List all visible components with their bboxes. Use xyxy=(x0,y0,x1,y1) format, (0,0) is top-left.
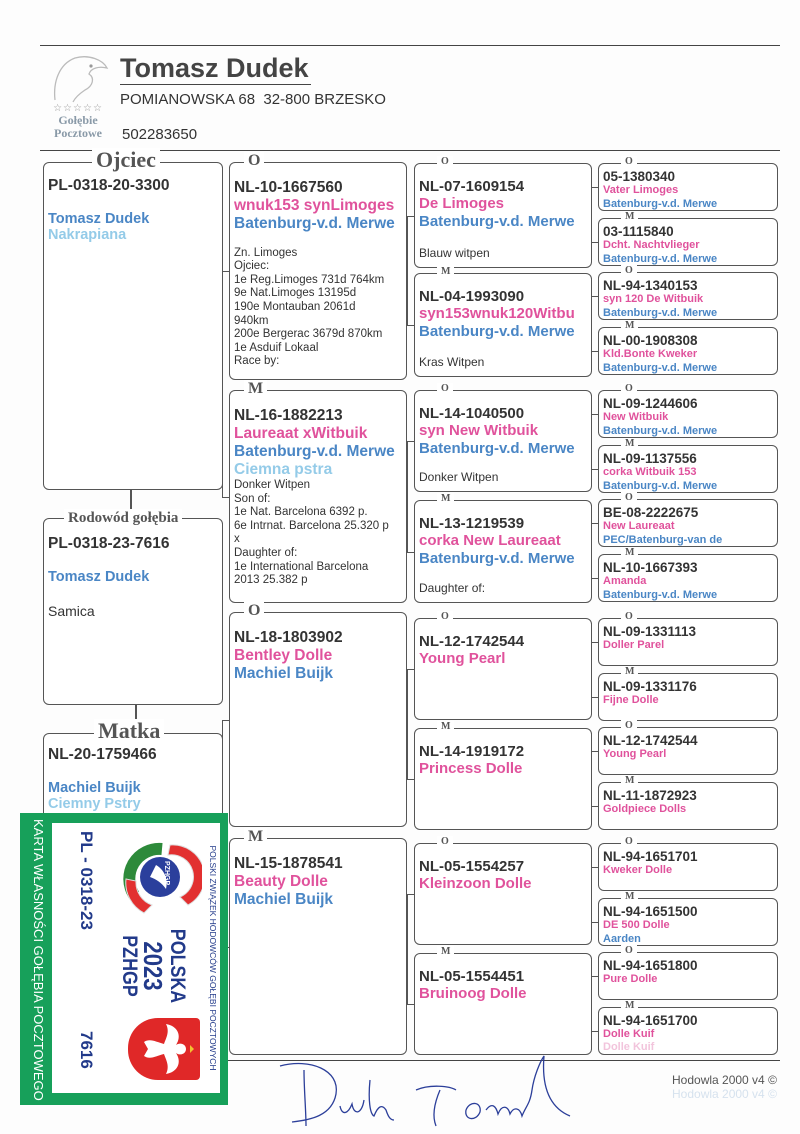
gen4-box[interactable] xyxy=(598,156,778,211)
color-note: Daughter of: xyxy=(419,581,486,596)
pigeon-name: Goldpiece Dolls xyxy=(603,802,687,815)
ring-number: NL-11-1872923 xyxy=(603,787,697,803)
pigeon-name: Kleinzoon Dolle xyxy=(419,875,532,892)
color-note: Donker Witpen xyxy=(419,470,499,485)
pigeon-name-ghost: Dolle Kuif xyxy=(603,1040,655,1053)
pzhgp-emblem xyxy=(122,835,202,919)
connector xyxy=(407,441,414,442)
gen3-box[interactable] xyxy=(414,836,592,945)
owner-name: Batenburg-v.d. Merwe xyxy=(419,440,575,457)
connector xyxy=(591,414,592,469)
dam-title: Matka xyxy=(94,719,164,743)
pigeon-name: Doller Parel xyxy=(603,639,665,651)
connector xyxy=(591,867,592,922)
ring-number: NL-09-1244606 xyxy=(603,396,698,411)
ring-number: NL-10-1667560 xyxy=(234,179,343,196)
connector xyxy=(407,552,414,553)
gen3-box[interactable] xyxy=(414,156,592,268)
gen4-box[interactable] xyxy=(598,210,778,266)
gen3-box[interactable] xyxy=(414,493,592,603)
sire-owner: Tomasz Dudek xyxy=(48,211,150,227)
gen3-box[interactable] xyxy=(414,946,592,1055)
connector xyxy=(591,697,598,698)
pigeon-name: corka Witbuik 153 xyxy=(603,465,697,478)
pigeon-name: syn153wnuk120Witbu xyxy=(419,305,575,322)
pigeon-name: Young Pearl xyxy=(419,650,506,667)
ring-number: NL-14-1040500 xyxy=(419,405,525,422)
connector xyxy=(591,296,598,297)
owner-name: Batenburg-v.d. Merwe xyxy=(234,215,395,232)
gen3-box[interactable] xyxy=(414,721,592,830)
note-line: Daughter of: xyxy=(234,546,298,559)
ring-number: NL-05-1554451 xyxy=(419,968,525,985)
gen4-box[interactable] xyxy=(598,720,778,775)
sex-label: O xyxy=(621,720,637,732)
owner-name: Batenburg-v.d. Merwe xyxy=(603,307,718,319)
ring-number: 03-1115840 xyxy=(603,223,674,239)
card-org: PZHGP xyxy=(118,935,141,997)
note-line: 200e Bergerac 3679d 870km xyxy=(234,328,383,341)
connector xyxy=(407,1004,414,1005)
pigeon-name: Princess Dolle xyxy=(419,760,523,777)
polish-eagle-emblem xyxy=(128,1018,200,1080)
sex-label: O xyxy=(437,156,453,168)
sex-label: O xyxy=(244,602,264,620)
note-line: 1e Reg.Limoges 731d 764km xyxy=(234,273,385,286)
card-ring-number: 7616 xyxy=(77,1031,96,1069)
gen2-box[interactable] xyxy=(229,828,407,1055)
pzhgp-emblem-icon xyxy=(122,835,202,919)
ring-number: NL-10-1667393 xyxy=(603,559,698,575)
pigeon-name: De Limoges xyxy=(419,195,505,212)
gen4-box[interactable] xyxy=(598,890,778,946)
connector xyxy=(407,216,414,217)
gen3-box[interactable] xyxy=(414,611,592,720)
pigeon-name: Pure Dolle xyxy=(603,973,658,985)
owner-name: Machiel Buijk xyxy=(234,665,334,682)
subject-owner: Tomasz Dudek xyxy=(48,569,150,585)
pigeon-name: Vater Limoges xyxy=(603,184,679,196)
ring-number: NL-04-1993090 xyxy=(419,288,525,305)
connector xyxy=(591,806,598,807)
ring-number: NL-13-1219539 xyxy=(419,515,525,532)
owner-name: Batenburg-v.d. Merwe xyxy=(603,198,718,210)
sex-label: O xyxy=(621,383,637,395)
note-line: 940km xyxy=(234,314,269,327)
pigeon-name: DE 500 Dolle xyxy=(603,918,670,931)
sex-label: M xyxy=(437,721,454,733)
ring-number: NL-94-1651701 xyxy=(603,849,698,864)
subject-title: Rodowód gołębia xyxy=(64,509,182,527)
sex-label: M xyxy=(437,266,454,278)
sex-label: M xyxy=(621,211,638,223)
ring-number: NL-09-1331176 xyxy=(603,678,697,694)
owner-name: Aarden xyxy=(603,932,641,945)
sex-label: O xyxy=(437,836,453,848)
connector xyxy=(591,523,598,524)
pigeon-name: corka New Laureaat xyxy=(419,532,561,549)
signature xyxy=(270,1050,590,1134)
logo xyxy=(42,52,114,144)
ring-number: 05-1380340 xyxy=(603,169,676,184)
sex-label: O xyxy=(621,611,637,623)
ring-number: NL-12-1742544 xyxy=(419,633,525,650)
pigeon-name: Bentley Dolle xyxy=(234,647,333,664)
connector xyxy=(407,894,414,895)
pigeon-name: Kweker Dolle xyxy=(603,864,673,876)
software-credit: Hodowla 2000 v4 © xyxy=(672,1073,777,1087)
dam-owner: Machiel Buijk xyxy=(48,780,141,796)
gen4-box[interactable] xyxy=(598,319,778,375)
gen4-box[interactable] xyxy=(598,437,778,493)
gen4-box[interactable] xyxy=(598,836,778,891)
logo-line2: Pocztowe xyxy=(54,126,102,140)
owner-name: Batenburg-v.d. Merwe xyxy=(603,361,718,374)
ring-number: NL-00-1908308 xyxy=(603,332,698,348)
sex-label: M xyxy=(621,891,638,903)
gen2-box[interactable] xyxy=(229,380,407,603)
note-line: Zn. Limoges xyxy=(234,246,298,259)
connector xyxy=(591,351,598,352)
note-line xyxy=(234,233,402,247)
ring-number: NL-07-1609154 xyxy=(419,178,525,195)
owner-name: Batenburg-v.d. Merwe xyxy=(603,479,718,492)
sex-label: M xyxy=(437,493,454,505)
ring-number: NL-12-1742544 xyxy=(603,733,698,748)
subject-ring: PL-0318-23-7616 xyxy=(48,535,170,552)
gen4-box[interactable] xyxy=(598,774,778,830)
sex-label: O xyxy=(621,156,637,168)
connector xyxy=(591,578,598,579)
logo-stars: ☆☆☆☆☆ xyxy=(53,103,103,114)
pigeon-name: Laureaat xWitbuik xyxy=(234,425,368,442)
owner-name: Batenburg-v.d. Merwe xyxy=(603,425,718,437)
ownership-card xyxy=(20,813,228,1105)
connector xyxy=(222,497,229,498)
sire-color: Nakrapiana xyxy=(48,227,127,243)
ring-number: NL-09-1331113 xyxy=(603,624,697,639)
note-line: 6e Intrnat. Barcelona 25.320 p xyxy=(234,519,389,532)
top-rule xyxy=(40,45,780,46)
sire-box[interactable] xyxy=(43,147,223,490)
connector xyxy=(407,894,408,1004)
gen4-box[interactable] xyxy=(598,383,778,438)
sex-label: M xyxy=(621,775,638,787)
connector xyxy=(407,669,408,779)
connector xyxy=(591,642,598,643)
pigeon-name: Fijne Dolle xyxy=(603,693,659,706)
note-line: 9e Nat.Limoges 13195d xyxy=(234,287,357,300)
sex-label: M xyxy=(621,666,638,678)
ring-number: NL-09-1137556 xyxy=(603,450,697,466)
subject-sex: Samica xyxy=(48,603,95,619)
sire-ring: PL-0318-20-3300 xyxy=(48,177,170,194)
pigeon-name: Dolle Kuif xyxy=(603,1027,655,1040)
ring-number: NL-14-1919172 xyxy=(419,743,525,760)
gen4-box[interactable] xyxy=(598,546,778,602)
note-line: Ojciec: xyxy=(234,260,270,273)
connector xyxy=(222,271,223,497)
sex-label: O xyxy=(621,492,637,504)
owner-name: Batenburg-v.d. Merwe xyxy=(419,323,575,340)
connector xyxy=(591,242,598,243)
pigeon-name: Amanda xyxy=(603,574,647,587)
sex-label: O xyxy=(621,265,637,277)
note-line: Son of: xyxy=(234,492,271,505)
gen4-box[interactable] xyxy=(598,492,778,547)
connector xyxy=(591,187,598,188)
breeder-phone: 502283650 xyxy=(122,126,198,143)
connector xyxy=(591,976,598,977)
pigeon-name: New Witbuik xyxy=(603,411,669,423)
connector xyxy=(591,414,598,415)
note-line: Race by: xyxy=(234,355,280,368)
owner-name: Batenburg-v.d. Merwe xyxy=(419,213,575,230)
pigeon-name: syn 120 De Witbuik xyxy=(603,293,704,305)
connector xyxy=(407,779,414,780)
gen4-box[interactable] xyxy=(598,945,778,1000)
breeder-address: POMIANOWSKA 68 32-800 BRZESKO xyxy=(120,91,386,108)
sex-label: M xyxy=(244,828,267,846)
dam-color: Ciemny Pstry xyxy=(48,796,141,812)
connector xyxy=(222,271,229,272)
connector xyxy=(591,469,598,470)
connector xyxy=(407,216,408,326)
card-country: POLSKA xyxy=(166,928,189,1004)
dam-ring: NL-20-1759466 xyxy=(48,746,157,763)
sire-title: Ojciec xyxy=(92,148,160,172)
connector xyxy=(591,751,598,752)
gen4-box[interactable] xyxy=(598,265,778,320)
sex-label: O xyxy=(621,945,637,957)
sex-label: O xyxy=(621,836,637,848)
connector xyxy=(591,751,592,806)
ring-number: NL-94-1651800 xyxy=(603,958,698,973)
ring-number: BE-08-2222675 xyxy=(603,505,699,520)
gen3-box[interactable] xyxy=(414,383,592,492)
sex-label: M xyxy=(621,547,638,559)
gen4-box[interactable] xyxy=(598,665,778,721)
note-line: 1e Asduif Lokaal xyxy=(234,341,319,354)
sex-label: O xyxy=(437,611,453,623)
gen3-box[interactable] xyxy=(414,266,592,377)
connector xyxy=(591,922,598,923)
logo-line1: Gołębie xyxy=(58,113,98,127)
note-line: 2013 25.382 p xyxy=(234,574,308,587)
gen4-box[interactable] xyxy=(598,999,778,1055)
sex-label: M xyxy=(621,320,638,332)
pigeon-head-icon xyxy=(45,52,111,104)
sex-label: M xyxy=(621,438,638,450)
note-line: 1e Nat. Barcelona 6392 p. xyxy=(234,506,368,519)
ring-number: NL-94-1651700 xyxy=(603,1012,698,1028)
pigeon-name: Bruinoog Dolle xyxy=(419,985,527,1002)
connector xyxy=(407,669,414,670)
owner-name: Machiel Buijk xyxy=(234,891,334,908)
pigeon-name: Kld.Bonte Kweker xyxy=(603,347,698,360)
note-line: 190e Montauban 2061d xyxy=(234,300,356,313)
gen2-box[interactable] xyxy=(229,602,407,827)
connector xyxy=(407,441,408,552)
connector xyxy=(591,976,592,1031)
note-line: Donker Witpen xyxy=(234,479,311,491)
color-note: Blauw witpen xyxy=(419,246,490,261)
emblem-text: PZHGP xyxy=(163,861,170,886)
pigeon-name: Dcht. Nachtvlieger xyxy=(603,238,700,251)
pigeon-name: New Laureaat xyxy=(603,520,675,532)
ring-number: NL-16-1882213 xyxy=(234,407,343,424)
card-ring-prefix: PL - 0318-23 xyxy=(77,831,96,930)
owner-name: PEC/Batenburg-van de xyxy=(603,534,723,546)
owner-name: Batenburg-v.d. Merwe xyxy=(419,550,575,567)
gen4-box[interactable] xyxy=(598,611,778,666)
connector xyxy=(591,296,592,351)
connector xyxy=(591,187,592,242)
card-year: 2023 xyxy=(138,941,168,991)
sex-label: M xyxy=(244,380,267,398)
breeder-name: Tomasz Dudek xyxy=(120,53,309,83)
sex-label: O xyxy=(244,152,264,170)
white-eagle-icon xyxy=(128,1018,200,1080)
pigeon-color: Ciemna pstra xyxy=(234,461,333,478)
note-line: x xyxy=(234,533,240,546)
pigeon-name: wnuk153 synLimoges xyxy=(234,197,395,214)
ring-number: NL-15-1878541 xyxy=(234,855,343,872)
connector xyxy=(591,523,592,578)
owner-name: Batenburg-v.d. Merwe xyxy=(603,252,718,265)
owner-name: Batenburg-v.d. Merwe xyxy=(603,588,718,601)
connector xyxy=(591,642,592,697)
note-line: 1e International Barcelona xyxy=(234,560,369,573)
gen2-box[interactable] xyxy=(229,152,407,380)
pigeon-name: Beauty Dolle xyxy=(234,873,328,890)
subject-box[interactable] xyxy=(43,510,223,705)
ring-number: NL-94-1651500 xyxy=(603,903,698,919)
connector xyxy=(222,720,229,721)
pigeon-name: Young Pearl xyxy=(603,748,667,760)
card-union-text: POLSKI ZWIĄZEK HODOWCÓW GOŁĘBI POCZTOWYCH xyxy=(208,845,218,1071)
owner-name: Batenburg-v.d. Merwe xyxy=(234,443,395,460)
ring-number: NL-18-1803902 xyxy=(234,629,343,646)
color-note: Kras Witpen xyxy=(419,355,485,370)
connector xyxy=(591,1031,598,1032)
sex-label: M xyxy=(437,946,454,958)
sex-label: O xyxy=(437,383,453,395)
card-title: KARTA WŁASNOŚCI GOŁĘBIA POCZTOWEGO xyxy=(31,819,46,1101)
ring-number: NL-05-1554257 xyxy=(419,858,525,875)
pigeon-name: syn New Witbuik xyxy=(419,422,539,439)
ring-number: NL-94-1340153 xyxy=(603,278,698,293)
sex-label: M xyxy=(621,1000,638,1012)
connector xyxy=(591,867,598,868)
connector xyxy=(407,325,414,326)
software-credit-ghost: Hodowla 2000 v4 © xyxy=(672,1087,777,1101)
